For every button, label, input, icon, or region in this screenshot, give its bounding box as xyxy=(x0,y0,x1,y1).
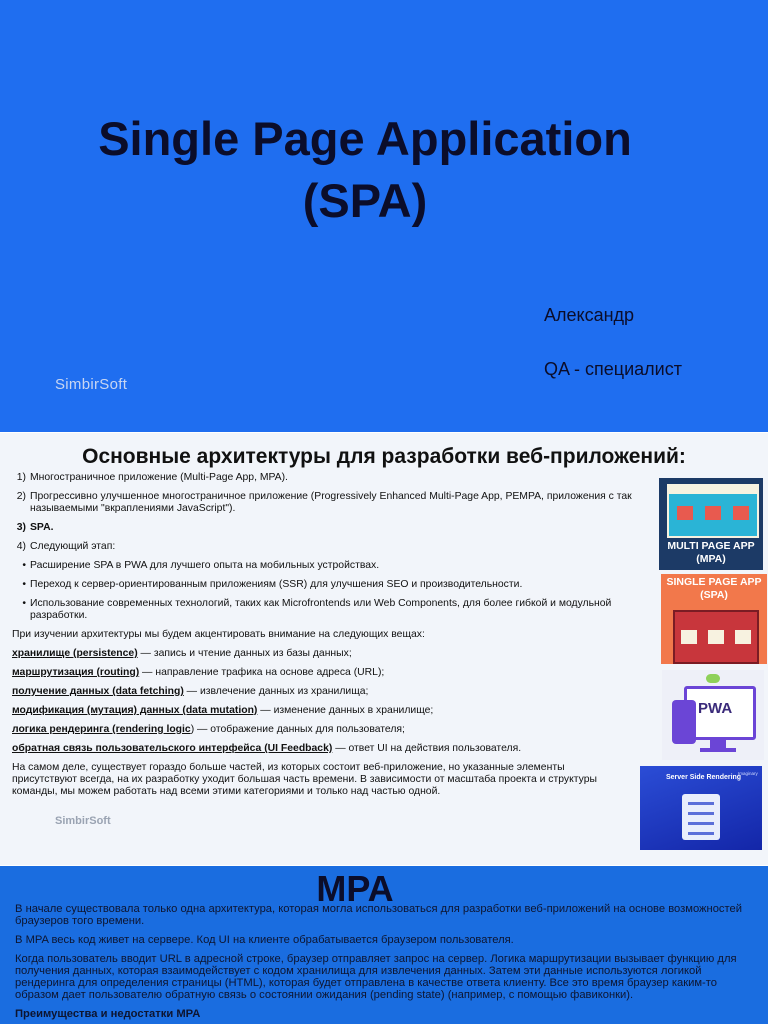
author-name: Александр xyxy=(544,305,635,325)
pwa-card-label: PWA xyxy=(698,700,733,717)
ssr-illustration xyxy=(640,766,762,850)
list-item: 4) Следующий этап: xyxy=(16,541,116,552)
intro-text: При изучении архитектуры мы будем акцентировать внимание на следующих вещах: xyxy=(12,629,425,640)
bullet-item: • Переход к сервер-ориентированным приложениям (SSR) для улучшения SEO и производительности. xyxy=(22,579,523,590)
browser-window-icon xyxy=(673,610,759,664)
author-role: QA - специалист xyxy=(544,359,682,379)
mpa-illustration xyxy=(659,478,763,570)
list-item: 3) SPA. xyxy=(16,522,54,533)
architectures-slide xyxy=(0,433,768,865)
list-item: 2) Прогрессивно улучшенное многостраничное приложение (Progressively Enhanced Multi-Page App, PEMPA, приложения с так называемыми "вкраплениями JavaScript"). xyxy=(16,491,632,514)
phone-icon xyxy=(672,700,696,744)
paragraph: Когда пользователь вводит URL в адресной строке, браузер отправляет запрос на сервер. Логика маршрутизации вызывает функцию для получения данных, которая взаимодействует с кодом хранилища для извлечения данных. Затем эти данные используются логикой рендеринга для определения страницы (HTML), которая будет отправлена в качестве ответа клиенту. Все это время браузер каким-то образом дает пользователю обратную связь о состоянии ожидания (pending state) (например, с помощью фавиконки). xyxy=(15,953,737,1001)
paragraph: В начале существовала только одна архитектура, которая могла использоваться для разработки веб-приложений на основе возможностей браузеров того времени. xyxy=(15,903,742,927)
slide3-body xyxy=(15,903,760,1027)
paragraph: В MPA весь код живет на сервере. Код UI на клиенте обрабатывается браузером пользователя. xyxy=(15,934,514,946)
closing-text: На самом деле, существует гораздо больше частей, из которых состоит веб-приложение, но указанные элементы присутствуют всегда, на их разработку уходит большая часть времени. В зависимости от масштаба проекта и структуры команды, мы можем работать над всеми этими категориями и только над частью одной. xyxy=(12,762,597,797)
slide-title-line-2: (SPA) xyxy=(302,174,428,227)
term-row: маршрутизация (routing) — направление трафика на основе адреса (URL); xyxy=(12,667,385,678)
server-icon xyxy=(682,794,720,840)
subheading: Преимущества и недостатки MPA xyxy=(15,1008,201,1020)
pwa-illustration xyxy=(662,670,764,760)
mpa-card-label: MULTI PAGE APP (MPA) xyxy=(667,540,755,565)
bullet-item: • Расширение SPA в PWA для лучшего опыта на мобильных устройствах. xyxy=(22,560,380,571)
cloud-icon xyxy=(706,674,720,683)
simbirsoft-logo: SimbirSoft xyxy=(55,376,128,393)
term-row: обратная связь пользовательского интерфейса (UI Feedback) — ответ UI на действия пользователя. xyxy=(12,743,522,754)
term-row: модификация (мутация) данных (data mutation) — изменение данных в хранилище; xyxy=(12,705,434,716)
simbirsoft-logo: SimbirSoft xyxy=(55,815,111,827)
term-row: хранилище (persistence) — запись и чтение данных из базы данных; xyxy=(12,648,352,659)
ssr-card-label: Server Side Rendering xyxy=(666,774,742,781)
ssr-card-tag: Imaginary xyxy=(738,771,758,776)
list-item: 1) Многостраничное приложение (Multi-Page App, MPA). xyxy=(16,472,288,483)
term-row: логика рендеринга (rendering logic) — отображение данных для пользователя; xyxy=(12,724,405,735)
slide-title-line-1: Single Page Application xyxy=(98,112,632,165)
term-row: получение данных (data fetching) — извлечение данных из хранилища; xyxy=(12,686,369,697)
spa-illustration xyxy=(661,574,767,664)
slide2-title: Основные архитектуры для разработки веб-приложений: xyxy=(82,445,686,468)
mpa-slide xyxy=(0,866,768,1024)
bullet-item: • Использование современных технологий, таких как Microfrontends или Web Components, для более гибкой и модульной разработки. xyxy=(22,598,612,621)
spa-card-label: SINGLE PAGE APP (SPA) xyxy=(666,576,762,601)
slide-title xyxy=(0,108,730,232)
title-slide xyxy=(0,0,768,432)
slide2-body xyxy=(12,472,632,805)
browser-window-icon xyxy=(667,484,759,538)
slide3-title: MPA xyxy=(316,868,394,909)
